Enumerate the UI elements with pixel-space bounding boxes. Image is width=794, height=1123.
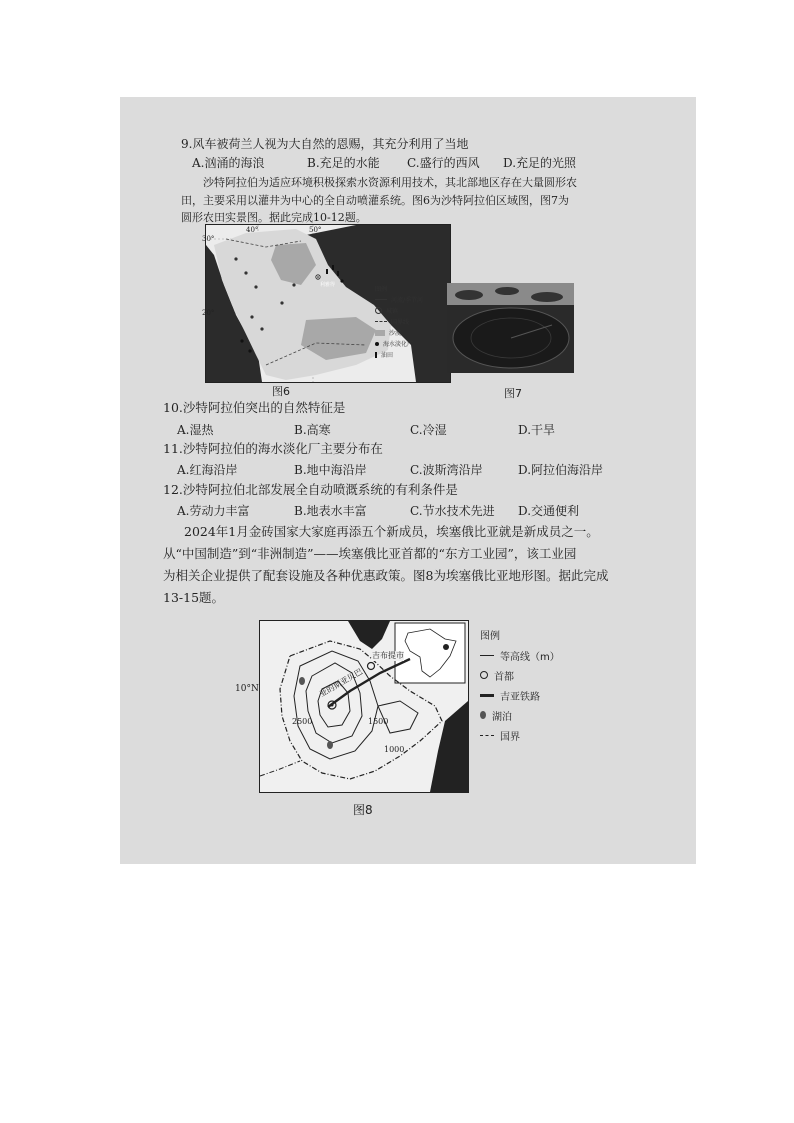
legend6-river: 河流/季节河 (375, 294, 447, 305)
q10-option-b: B.高寒 (294, 423, 331, 437)
q10-option-a: A.湿热 (177, 423, 214, 437)
q10-stem: 10.沙特阿拉伯突出的自然特征是 (163, 400, 346, 415)
figure7-caption: 图7 (504, 387, 522, 400)
map8-contour-2500: 2500 (292, 717, 313, 726)
map8-city-djibouti: 吉布提市 (372, 651, 404, 660)
border-symbol (480, 735, 494, 736)
q11-options (177, 463, 603, 477)
legend8-title: 图例 (480, 631, 500, 642)
map6-lat-30: 30° (202, 235, 215, 243)
legend6-town: 城镇 (375, 305, 447, 316)
oil-field-icon (375, 352, 377, 358)
legend8-capital: 首都 (480, 665, 560, 685)
q12-options (177, 504, 579, 518)
legend8-railway: 吉亚铁路 (480, 685, 560, 705)
map8-capital-label: 亚的斯亚贝巴 (318, 667, 365, 699)
capital-icon (480, 671, 488, 679)
passage1-line2: 田，主要采用以灌井为中心的全自动喷灌系统。图6为沙特阿拉伯区域图，图7为 (181, 194, 569, 207)
q10-option-d: D.干旱 (518, 423, 556, 437)
q11-option-d: D.阿拉伯海沿岸 (518, 463, 604, 477)
figure8-map (259, 620, 469, 793)
map6-lat-20: 20° (202, 309, 215, 317)
q9-option-a: A.汹涌的海浪 (192, 156, 265, 170)
legend6-border: 国界线 (375, 316, 447, 327)
q9-option-c: C.盛行的西风 (407, 156, 480, 170)
q12-option-b: B.地表水丰富 (294, 504, 367, 518)
q12-option-d: D.交通便利 (518, 504, 580, 518)
q9-option-d: D.充足的光照 (503, 156, 577, 170)
figure8-legend (480, 627, 560, 745)
passage2-line2: 从“中国制造”到“非洲制造”——埃塞俄比亚首都的“东方工业园”，该工业园 (163, 546, 577, 561)
passage1-line1: 沙特阿拉伯为适应环境积极探索水资源利用技术，其北部地区存在大量圆形农 (203, 176, 577, 189)
lake-icon (480, 711, 486, 719)
figure8-caption: 图8 (353, 803, 373, 817)
legend8-border: 国界 (480, 725, 560, 745)
passage2-line3: 为相关企业提供了配套设施及各种优惠政策。图8为埃塞俄比亚地形图。据此完成 (163, 568, 609, 583)
desalination-icon (375, 342, 379, 346)
figure7-photo (447, 283, 574, 373)
q12-option-a: A.劳动力丰富 (177, 504, 250, 518)
figure6-caption: 图6 (272, 385, 290, 398)
border-symbol (375, 321, 387, 322)
q9-options (192, 156, 576, 170)
scanned-page (120, 97, 696, 864)
legend6-desal: 海水淡化厂 (375, 338, 447, 349)
legend8-lake: 湖泊 (480, 705, 560, 725)
ethiopia-map-graphic (260, 621, 468, 792)
desert-swatch (375, 330, 385, 336)
figure6-legend (375, 283, 447, 360)
q11-option-c: C.波斯湾沿岸 (410, 463, 483, 477)
passage1-line3: 圆形农田实景图。据此完成10-12题。 (181, 211, 367, 224)
q11-option-b: B.地中海沿岸 (294, 463, 367, 477)
q9-stem: 9.风车被荷兰人视为大自然的恩赐，其充分利用了当地 (181, 137, 469, 151)
legend8-contour: 等高线（m） (480, 645, 560, 665)
q11-option-a: A.红海沿岸 (177, 463, 238, 477)
circular-field-graphic (447, 283, 574, 373)
map6-lon-50: 50° (309, 226, 322, 234)
q12-stem: 12.沙特阿拉伯北部发展全自动喷溉系统的有利条件是 (163, 482, 458, 497)
map8-contour-1000: 1000 (384, 745, 405, 754)
river-symbol (375, 299, 387, 300)
legend6-title: 图例 (375, 286, 388, 293)
passage2-line1: 2024年1月金砖国家大家庭再添五个新成员，埃塞俄比亚就是新成员之一。 (184, 524, 599, 539)
q10-option-c: C.冷湿 (410, 423, 447, 437)
passage2-line4: 13-15题。 (163, 590, 225, 605)
q11-stem: 11.沙特阿拉伯的海水淡化厂主要分布在 (163, 441, 383, 456)
map8-contour-1500: 1500 (368, 717, 389, 726)
railway-symbol (480, 694, 494, 697)
town-icon (375, 307, 382, 314)
legend6-oil: 油田 (375, 349, 447, 360)
map8-lat-10n: 10°N (235, 684, 259, 694)
map6-city-riyadh: 利雅得 (320, 282, 336, 288)
legend6-desert: 沙漠 (375, 327, 447, 338)
q9-option-b: B.充足的水能 (307, 156, 380, 170)
contour-symbol (480, 655, 494, 656)
q12-option-c: C.节水技术先进 (410, 504, 495, 518)
q10-options (177, 423, 555, 437)
map6-lon-40: 40° (246, 226, 259, 234)
